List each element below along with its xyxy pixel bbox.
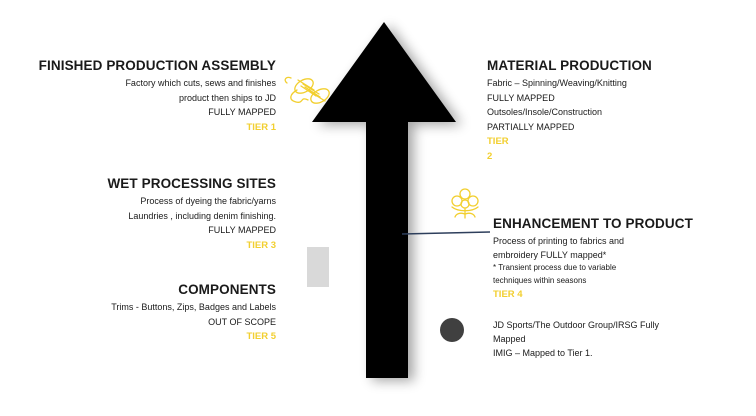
enhancement-title: ENHANCEMENT TO PRODUCT [493,216,693,231]
finished-production-desc-1: Factory which cuts, sews and finishes [125,78,276,88]
tier-3-label: TIER 3 [246,239,276,251]
thread-spool-icon [285,76,332,106]
wet-processing-title: WET PROCESSING SITES [107,176,276,191]
material-production-line-3: Outsoles/Insole/Construction [487,107,603,117]
finished-production-block [6,58,276,135]
wet-processing-status: FULLY MAPPED [208,225,276,235]
group-note-line-2: Mapped [493,334,526,344]
enhancement-note-2: techniques within seasons [493,275,587,285]
components-title: COMPONENTS [178,282,276,297]
enhancement-block [493,216,748,302]
wet-processing-desc-1: Process of dyeing the fabric/yarns [140,196,276,206]
circle-marker [440,318,464,342]
components-status: OUT OF SCOPE [208,316,276,327]
tier-5-label: TIER 5 [246,331,276,342]
enhancement-desc-2: embroidery FULLY mapped* [493,250,607,260]
cotton-plant-icon [452,189,478,218]
finished-production-title: FINISHED PRODUCTION ASSEMBLY [38,58,276,73]
wet-processing-desc-2: Laundries , including denim finishing. [128,210,276,221]
enhancement-note-1: * Transient process due to variable [493,263,617,272]
material-production-line-2: FULLY MAPPED [487,92,555,103]
tier-2-number: 2 [487,151,493,162]
enhancement-desc-1: Process of printing to fabrics and [493,236,625,246]
connector-line [402,232,490,234]
components-desc-1: Trims - Buttons, Zips, Badges and Labels [111,302,276,312]
wet-processing-block [6,176,276,253]
tier-1-label: TIER 1 [246,121,276,133]
group-note-line-3: IMIG – Mapped to Tier 1. [493,348,593,358]
material-production-line-4: PARTIALLY MAPPED [487,121,575,132]
supply-chain-arrow [312,22,456,378]
material-production-line-1: Fabric – Spinning/Weaving/Knitting [487,78,627,88]
finished-production-desc-2: product then ships to JD [178,92,276,103]
grey-box [307,247,329,287]
finished-production-status: FULLY MAPPED [208,107,276,117]
material-production-title: MATERIAL PRODUCTION [487,58,652,73]
material-production-block [487,58,747,164]
group-note-line-1: JD Sports/The Outdoor Group/IRSG Fully [493,320,660,330]
components-block [6,282,276,344]
tier-4-label: TIER 4 [493,289,523,300]
group-note-block [493,318,748,360]
tier-2-label: TIER [487,136,509,147]
